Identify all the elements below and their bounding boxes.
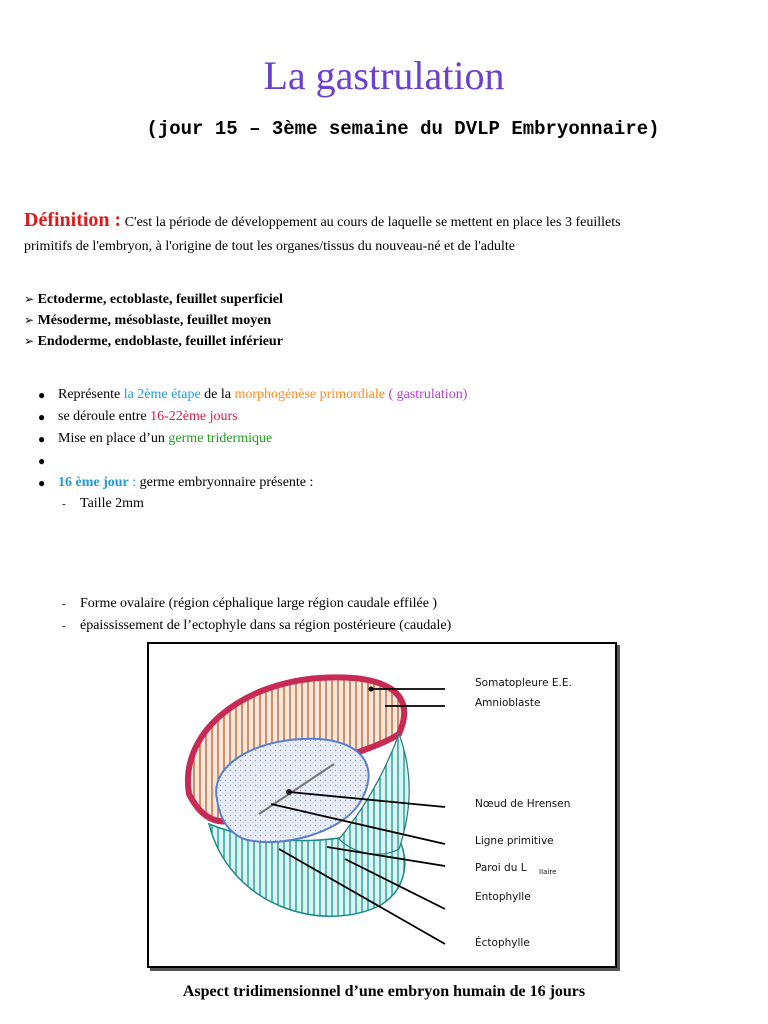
feuillet-item: ➢ Endoderme, endoblaste, feuillet inférieur bbox=[24, 334, 283, 349]
bullet-icon: ● bbox=[38, 476, 46, 490]
bullet-icon: ● bbox=[38, 432, 46, 446]
arrow-bullet-icon: ➢ bbox=[24, 334, 35, 348]
list-item: ● Mise en place d’un germe tridermique bbox=[38, 428, 467, 450]
embryo-illustration bbox=[149, 644, 615, 966]
label-noeud-hensen: Nœud de Hrensen bbox=[475, 798, 571, 810]
bullet-icon: ● bbox=[38, 410, 46, 424]
dash-item-taille: - Taille 2mm bbox=[62, 496, 144, 511]
label-paroi: Paroi du L bbox=[475, 862, 527, 874]
definition-text: C'est la période de développement au cours de laquelle se mettent en place les 3 feuillets primitifs de l'embryon, à l'origine de tout les organes/tissus du nouveau-né et de l'adulte bbox=[24, 215, 621, 254]
feuillet-item: ➢ Mésoderme, mésoblaste, feuillet moyen bbox=[24, 313, 272, 328]
list-item: ● Représente la 2ème étape de la morphogénèse primordiale ( gastrulation) bbox=[38, 384, 467, 406]
embryo-figure bbox=[147, 642, 617, 968]
list-item: ● se déroule entre 16-22ème jours bbox=[38, 406, 467, 428]
label-somatopleure: Somatopleure E.E. bbox=[475, 677, 572, 689]
label-amnioblaste: Amnioblaste bbox=[475, 697, 541, 709]
bullet-icon: ● bbox=[38, 388, 46, 402]
dash-item-epaississement: - épaississement de l’ectophyle dans sa région postérieure (caudale) bbox=[62, 618, 452, 633]
list-item-empty bbox=[38, 450, 467, 472]
feuillet-item: ➢ Ectoderme, ectoblaste, feuillet superficiel bbox=[24, 292, 283, 307]
label-ectophylle: Éctophylle bbox=[475, 937, 530, 949]
arrow-bullet-icon: ➢ bbox=[24, 292, 35, 306]
definition-label: Définition : bbox=[24, 209, 122, 231]
page-title: La gastrulation bbox=[263, 53, 505, 98]
label-entophylle: Entophylle bbox=[475, 891, 531, 903]
page-subtitle: (jour 15 – 3ème semaine du DVLP Embryonnaire) bbox=[146, 118, 660, 140]
label-ligne-primitive: Ligne primitive bbox=[475, 835, 554, 847]
figure-caption: Aspect tridimensionnel d’une embryon humain de 16 jours bbox=[182, 983, 586, 1000]
bullet-icon: ● bbox=[38, 454, 46, 468]
list-item: ● 16 ème jour : germe embryonnaire présente : bbox=[38, 472, 467, 494]
feuillets-list bbox=[24, 289, 283, 352]
definition-paragraph bbox=[24, 208, 644, 259]
dash-item-forme: - Forme ovalaire (région céphalique large région caudale effilée ) bbox=[62, 596, 438, 611]
bullet-list bbox=[38, 384, 467, 494]
label-paroi-subscript: IIaire bbox=[539, 868, 557, 876]
arrow-bullet-icon: ➢ bbox=[24, 313, 35, 327]
